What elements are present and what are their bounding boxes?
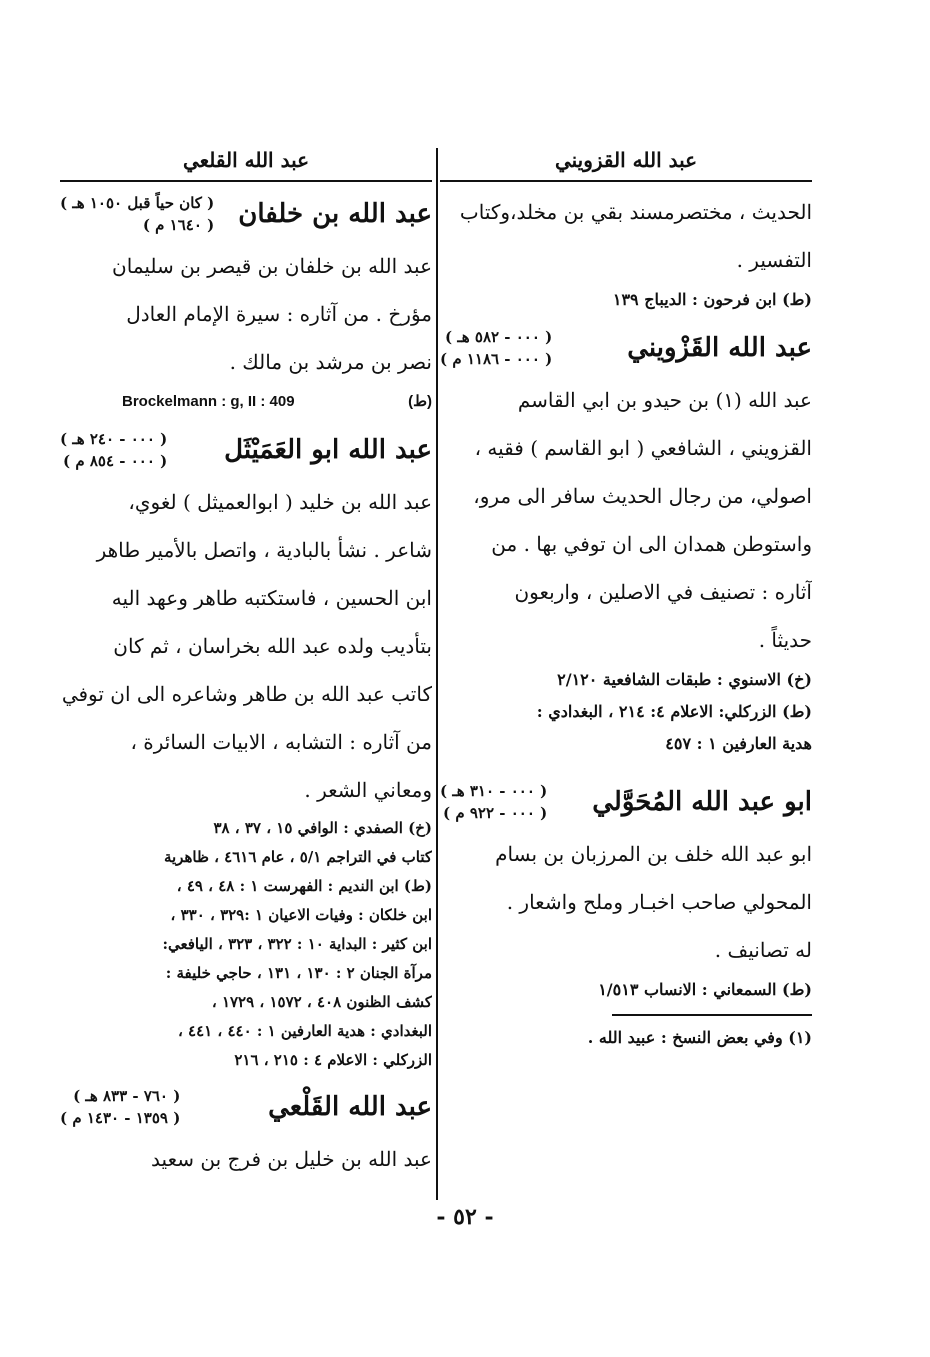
entry-text-line: عبد الله (١) بن حيدو بن ابي القاسم <box>517 388 812 412</box>
entry-text-line: كاتب عبد الله بن طاهر وشاعره الى ان توفي <box>61 682 432 706</box>
entry-dates <box>60 428 167 472</box>
entry-source-line: (ط) ابن النديم : الفهرست ١ : ٤٨ ، ٤٩ ، <box>176 877 432 895</box>
entry-text-line: ومعاني الشعر . <box>304 778 432 802</box>
entry-name: عبد الله القَزْويني <box>627 333 812 363</box>
entry-text-line: عبد الله بن خلفان بن قيصر بن سليمان <box>112 254 432 278</box>
entry-source-line: الزركلي : الاعلام ٤ : ٢١٥ ، ٢١٦ <box>234 1051 432 1069</box>
entry-source-line: (خ) الاسنوي : طبقات الشافعية ٢/١٢٠ <box>557 670 812 689</box>
dates-hijri: ( كان حياً قبل ١٠٥٠ هـ ) <box>60 194 215 212</box>
left-column-header: عبد الله القلعي <box>60 140 432 182</box>
entry-text-line: من آثاره : التشابه ، الابيات السائرة ، <box>130 730 432 754</box>
latin-source-line <box>122 386 432 418</box>
dates-hijri: ( ٧٦٠ - ٨٣٣ هـ ) <box>73 1087 181 1105</box>
entry-text-line: واستوطن همدان الى ان توفي بها . من <box>491 532 812 556</box>
entry-dates <box>60 1085 180 1129</box>
entry-text-line: له تصانيف . <box>714 938 812 962</box>
entry-heading <box>60 1085 432 1129</box>
source-prefix: (ط) <box>408 393 432 410</box>
entry-text-line: ابو عبد الله خلف بن المرزبان بن بسام <box>495 842 812 866</box>
intro-source: (ط) ابن فرحون : الديباج ١٣٩ <box>612 290 812 309</box>
entry-text-line: القزويني ، الشافعي ( ابو القاسم ) فقيه ، <box>474 436 812 460</box>
entry-text-line: مؤرخ . من آثاره : سيرة الإمام العادل <box>126 302 432 326</box>
entry-source-line: (ط) السمعاني : الانساب ١/٥١٣ <box>598 980 812 999</box>
entry-dates <box>60 192 214 236</box>
dates-hijri: ( ٠٠٠ - ٣١٠ هـ ) <box>440 782 548 800</box>
footnote: (١) وفي بعض النسخ : عبيد الله . <box>587 1028 812 1047</box>
column-divider <box>436 148 438 1200</box>
entry-source-line: ابن كثير : البداية ١٠ : ٣٢٢ ، ٣٢٣ ، اليافعي: <box>162 935 432 953</box>
entry-source-line: ابن خلكان : وفيات الاعيان ١ :٣٢٩ ، ٣٣٠ ، <box>170 906 432 924</box>
dates-gregorian: ( ٠٠٠ - ٩٢٢ م ) <box>443 804 548 822</box>
entry-text-line: عبد الله بن خليل بن فرج بن سعيد <box>151 1147 432 1171</box>
entry-name: عبد الله بن خلفان <box>238 199 432 229</box>
dates-hijri: ( ٠٠٠ - ٥٨٢ هـ ) <box>445 328 553 346</box>
right-column <box>440 140 812 1054</box>
entry-source-line: مرآة الجنان ٢ : ١٣٠ ، ١٣١ ، حاجي خليفة : <box>165 964 432 982</box>
latin-source: Brockelmann : g, II : 409 <box>122 393 295 410</box>
entry-source-line: كتاب في التراجم ٥/١ ، عام ٤٦١٦ ، ظاهرية <box>163 848 432 866</box>
footnote-rule <box>612 1014 812 1016</box>
dates-gregorian: ( ٠٠٠ - ٨٥٤ م ) <box>63 452 168 470</box>
entry-name: ابو عبد الله المُحَوَّلي <box>592 787 812 817</box>
entry-source-line: (خ) الصفدي : الوافي ١٥ ، ٣٧ ، ٣٨ <box>213 819 432 837</box>
entry-text-line: عبد الله بن خليد ( ابوالعميثل ) لغوي، <box>128 490 432 514</box>
entry-name: عبد الله القَلْعي <box>268 1092 432 1122</box>
entry-heading <box>60 428 432 472</box>
entry-text-line: آثاره : تصنيف في الاصلين ، واربعون <box>514 580 812 604</box>
intro-line: الحديث ، مختصرمسند بقي بن مخلد،وكتاب <box>459 200 812 224</box>
entry-text-line: ابن الحسين ، فاستكتبه طاهر وعهد اليه <box>111 586 432 610</box>
dates-hijri: ( ٠٠٠ - ٢٤٠ هـ ) <box>60 430 168 448</box>
entry-text-line: بتأديب ولده عبد الله بخراسان ، ثم كان <box>113 634 432 658</box>
entry-heading <box>60 192 432 236</box>
entry-name: عبد الله ابو العَمَيْثَل <box>224 435 432 465</box>
dates-gregorian: ( ١٣٥٩ - ١٤٣٠ م ) <box>60 1109 181 1127</box>
page-number: - ٥٢ - <box>436 1204 494 1230</box>
entry-text-line: نصر بن مرشد بن مالك . <box>229 350 432 374</box>
left-column <box>60 140 432 1183</box>
entry-text-line: حديثاً . <box>758 628 812 652</box>
right-column-header: عبد الله القزويني <box>440 140 812 182</box>
entry-heading <box>440 326 812 370</box>
entry-text-line: اصولي، من رجال الحديث سافر الى مرو، <box>473 484 812 508</box>
entry-source-line: البغدادي : هدية العارفين ١ : ٤٤٠ ، ٤٤١ ، <box>177 1022 432 1040</box>
intro-line: التفسير . <box>736 248 812 272</box>
dates-gregorian: ( ١٦٤٠ م ) <box>142 216 215 234</box>
entry-text-line: المحولي صاحب اخبـار وملح واشعار . <box>506 890 812 914</box>
entry-source-line: كشف الظنون ٤٠٨ ، ١٥٧٢ ، ١٧٢٩ ، <box>211 993 432 1011</box>
entry-dates <box>440 780 547 824</box>
entry-heading <box>440 780 812 824</box>
entry-text-line: شاعر . نشأ بالبادية ، واتصل بالأمير طاهر <box>96 538 432 562</box>
entry-dates <box>440 326 552 370</box>
dates-gregorian: ( ٠٠٠ - ١١٨٦ م ) <box>440 350 553 368</box>
entry-source-line: (ط) الزركلي: الاعلام ٤: ٢١٤ ، البغدادي : <box>536 702 812 721</box>
entry-source-line: هدية العارفين ١ : ٤٥٧ <box>665 734 812 753</box>
